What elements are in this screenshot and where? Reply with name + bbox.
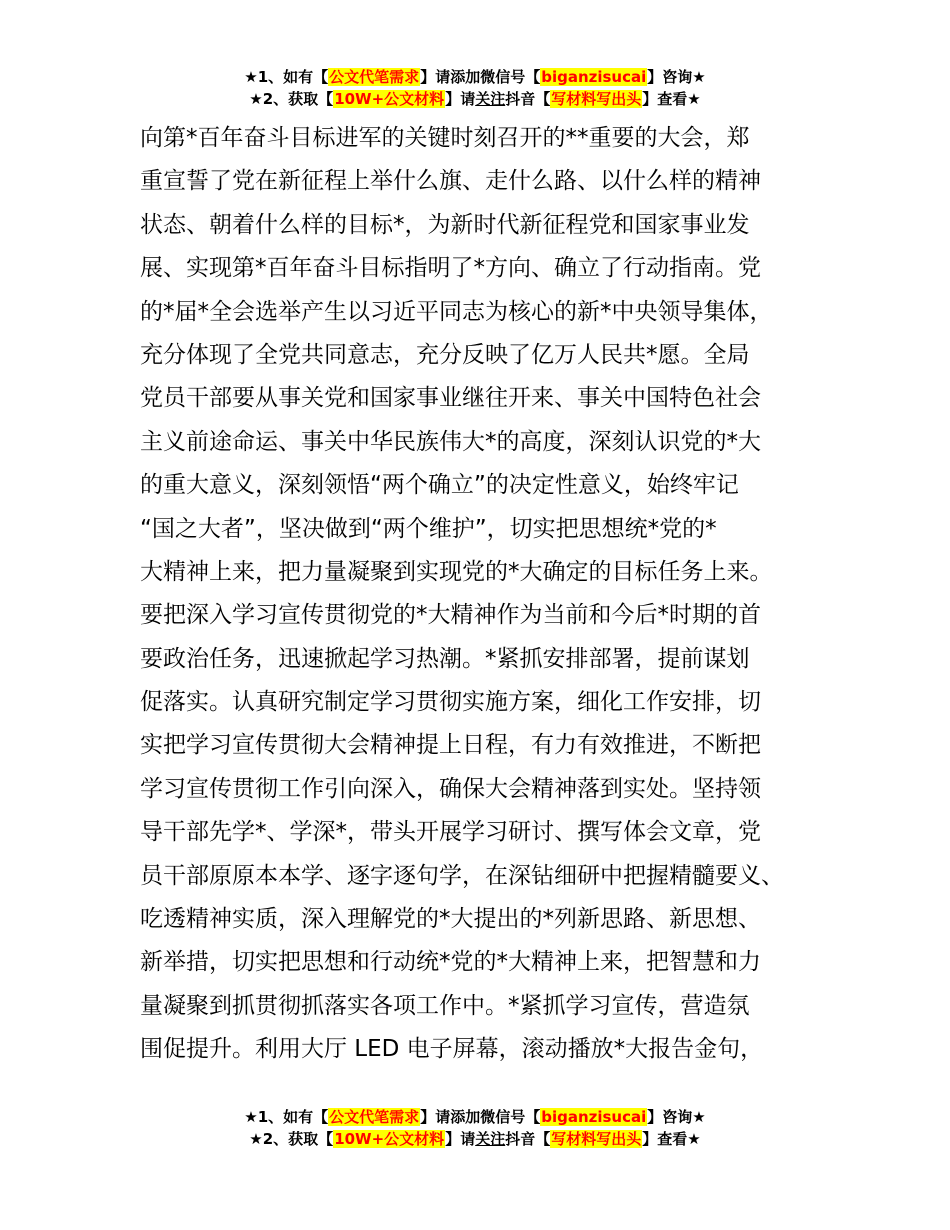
body-line: 状态、朝着什么样的目标*，为新时代新征程党和国家事业发 [140,211,750,238]
banner-line-2 [0,88,950,110]
body-line: 新举措，切实把思想和行动统*党的*大精神上来，把智慧和力 [140,949,761,976]
body-line: 主义前途命运、事关中华民族伟大*的高度，深刻认识党的*大 [140,428,761,455]
body-line: 大精神上来，把力量凝聚到实现党的*大确定的目标任务上来。 [140,558,773,585]
body-line: 展、实现第*百年奋斗目标指明了*方向、确立了行动指南。党 [140,255,761,282]
highlight-wechat-id: biganzisucai [541,1108,647,1126]
banner-text: 抖音【 [505,1130,551,1148]
footer-banner [0,1106,950,1150]
underlined-follow: 关注 [475,90,506,108]
body-line: 党员干部要从事关党和国家事业继往开来、事关中国特色社会 [140,385,761,412]
banner-text: 】请添加微信号【 [420,1108,541,1126]
banner-text: 】咨询★ [647,68,706,86]
banner-text: ★1、如有【 [244,1108,329,1126]
body-line: 要把深入学习宣传贯彻党的*大精神作为当前和今后*时期的首 [140,602,761,629]
banner-text: ★1、如有【 [244,68,329,86]
body-line: 吃透精神实质，深入理解党的*大提出的*列新思路、新思想、 [140,906,761,933]
banner-text: 】请添加微信号【 [420,68,541,86]
body-line: 促落实。认真研究制定学习贯彻实施方案，细化工作安排，切 [140,689,761,716]
body-line: 学习宣传贯彻工作引向深入，确保大会精神落到实处。坚持领 [140,775,761,802]
body-line: 的重大意义，深刻领悟“两个确立”的决定性意义，始终牢记 [140,472,739,499]
banner-text: 】请 [445,1130,476,1148]
highlight-douyin: 写材料写出头 [551,90,642,108]
header-banner [0,66,950,110]
banner-line-1 [0,1106,950,1128]
banner-text: 抖音【 [505,90,551,108]
banner-line-1 [0,66,950,88]
body-line: “国之大者”，坚决做到“两个维护”，切实把思想统*党的* [140,515,717,542]
highlight-materials: 10W+公文材料 [334,90,445,108]
document-body [140,117,840,1072]
body-line: 导干部先学*、学深*，带头开展学习研讨、撰写体会文章，党 [140,819,761,846]
body-line: 实把学习宣传贯彻大会精神提上日程，有力有效推进，不断把 [140,732,761,759]
body-line: 充分体现了全党共同意志，充分反映了亿万人民共*愿。全局 [140,341,750,368]
highlight-service: 公文代笔需求 [329,1108,420,1126]
banner-text: 】查看★ [642,1130,701,1148]
body-line: 的*届*全会选举产生以习近平同志为核心的新*中央领导集体， [140,298,773,325]
banner-line-2 [0,1128,950,1150]
body-line: 向第*百年奋斗目标进军的关键时刻召开的**重要的大会，郑 [140,125,750,151]
highlight-wechat-id: biganzisucai [541,68,647,86]
banner-text: 】查看★ [642,90,701,108]
body-line: 员干部原原本本学、逐字逐句学，在深钻细研中把握精髓要义、 [140,862,784,889]
highlight-materials: 10W+公文材料 [334,1130,445,1148]
body-line: 围促提升。利用大厅 LED 电子屏幕，滚动播放*大报告金句， [140,1036,764,1063]
highlight-douyin: 写材料写出头 [551,1130,642,1148]
banner-text: 】请 [445,90,476,108]
body-line: 要政治任务，迅速掀起学习热潮。*紧抓安排部署，提前谋划 [140,645,750,672]
highlight-service: 公文代笔需求 [329,68,420,86]
banner-text: 】咨询★ [647,1108,706,1126]
banner-text: ★2、获取【 [249,90,334,108]
banner-text: ★2、获取【 [249,1130,334,1148]
body-line: 重宣誓了党在新征程上举什么旗、走什么路、以什么样的精神 [140,168,761,195]
body-line: 量凝聚到抓贯彻抓落实各项工作中。*紧抓学习宣传，营造氛 [140,992,750,1019]
underlined-follow: 关注 [475,1130,506,1148]
